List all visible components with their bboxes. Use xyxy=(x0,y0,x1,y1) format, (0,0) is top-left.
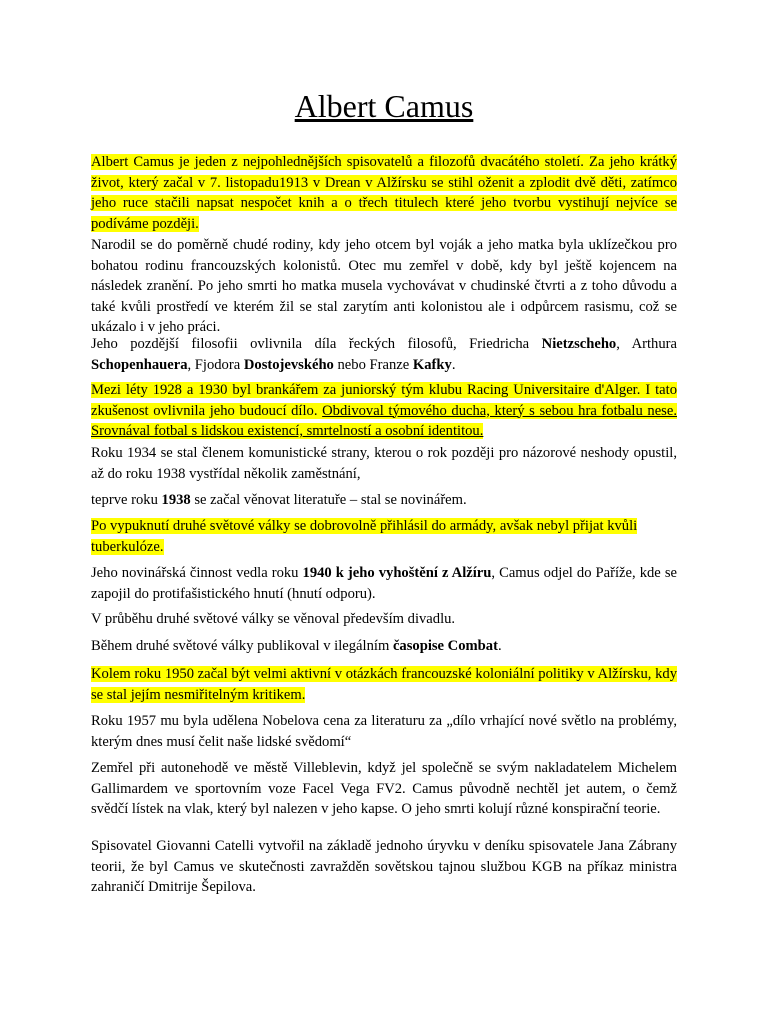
text-run: nebo Franze xyxy=(333,356,413,373)
text-run: , Fjodora xyxy=(187,356,244,373)
highlighted-text: Albert Camus je jeden z nejpohlednějších spisovatelů a filozofů dvacátého století. Za jeho krátký život, který začal v 7. listopadu1913 v Drean v Alžírsku se stihl oženit a zplodit dvě děti, zatímco jeho ruce stačili napsat nespočet knih a o třech titulech které jeho tvorbu vystihují nejvíce se podíváme později. xyxy=(91,154,677,232)
text-run: Jeho pozdější filosofii ovlivnila díla řeckých filosofů, Friedricha xyxy=(91,336,542,352)
paragraph-influences xyxy=(91,334,677,375)
bold-text: 1940 k jeho vyhoštění z Alžíru xyxy=(302,565,492,581)
paragraph-football xyxy=(91,380,677,442)
text-run: , Arthura xyxy=(616,336,677,352)
bold-name: Nietzscheho xyxy=(541,336,617,352)
text-run: . xyxy=(497,638,502,654)
bold-name: Schopenhauera xyxy=(91,356,188,373)
text-run: Během druhé světové války publikoval v ilegálním xyxy=(91,638,393,654)
bold-name: Dostojevského xyxy=(243,356,334,373)
paragraph-expulsion xyxy=(91,563,677,604)
paragraph-conspiracy: Spisovatel Giovanni Catelli vytvořil na základě jednoho úryvku v deníku spisovatele Jana Zábrany teorii, že byl Camus ve skutečnosti zavražděn sovětskou tajnou službou KGB na příkaz ministra zahraničí Dmitrije Šepilova. xyxy=(91,838,677,896)
paragraph-intro xyxy=(91,152,677,234)
paragraph-combat xyxy=(91,636,677,657)
paragraph-journalism-start xyxy=(91,490,677,511)
text-run: . xyxy=(451,356,456,373)
text-run: se začal věnovat literatuře – stal se novinářem. xyxy=(190,492,467,508)
paragraph-theatre: V průběhu druhé světové války se věnoval především divadlu. xyxy=(91,611,456,627)
page-title: Albert Camus xyxy=(294,88,474,124)
text-run: teprve roku xyxy=(91,492,162,508)
paragraph-nobel: Roku 1957 mu byla udělena Nobelova cena za literaturu za „dílo vrhající nové světlo na problémy, kterým dnes musí čelit naše lidské svědomí“ xyxy=(91,713,677,750)
paragraph-death: Zemřel při autonehodě ve městě Villeblevin, když jel společně se svým nakladatelem Michelem Gallimardem ve sportovním voze Facel Vega FV2. Camus původně nechtěl jet autem, o čemž svědčí lístek na vlak, který byl nalezen v jeho kapse. O jeho smrti kolují různé konspirační teorie. xyxy=(91,760,677,818)
paragraph-army xyxy=(91,516,677,557)
highlighted-text: Po vypuknutí druhé světové války se dobrovolně přihlásil do armády, avšak nebyl přijat kvůli tuberkulóze. xyxy=(91,518,638,555)
highlighted-text: Mezi léty 1928 a 1930 byl brankářem za juniorský tým klubu Racing Universitaire d'Alger. I tato zkušenost ovlivnila jeho budoucí dílo. xyxy=(91,382,677,419)
underlined-highlighted-text: Obdivoval týmového ducha, který s sebou hra fotbalu nese. Srovnával fotbal s lidskou existencí, smrtelností a osobní identitou. xyxy=(91,402,677,440)
text-run: , Camus odjel do Paříže, kde se zapojil do protifašistického hnutí (hnutí odporu). xyxy=(91,565,677,602)
bold-text: časopise Combat xyxy=(392,638,498,654)
bold-year: 1938 xyxy=(161,492,191,508)
paragraph-colonial-politics xyxy=(91,664,677,705)
paragraph-communist-party: Roku 1934 se stal členem komunistické strany, kterou o rok později pro názorové neshody opustil, až do roku 1938 vystřídal několik zaměstnání, xyxy=(91,445,677,482)
text-run: Jeho novinářská činnost vedla roku xyxy=(91,565,303,581)
highlighted-text: Kolem roku 1950 začal být velmi aktivní v otázkách francouzské koloniální politiky v Alžírsku, kdy se stal jejím nesmiřitelným kritikem. xyxy=(91,666,677,703)
paragraph-childhood: Narodil se do poměrně chudé rodiny, kdy jeho otcem byl voják a jeho matka byla uklízečkou pro bohatou rodinu francouzských kolonistů. Otec mu zemřel v době, kdy byl ještě kojencem na následek zranění. Po jeho smrti ho matka musela vychovávat v chudinské čtvrti a z toho důvodu a také kvůli prostředí ve kterém žil se stal zarytím anti kolonistou ale i odpůrcem rasismu, což se ukázalo i v jeho práci. xyxy=(91,237,677,336)
bold-name: Kafky xyxy=(412,356,452,373)
